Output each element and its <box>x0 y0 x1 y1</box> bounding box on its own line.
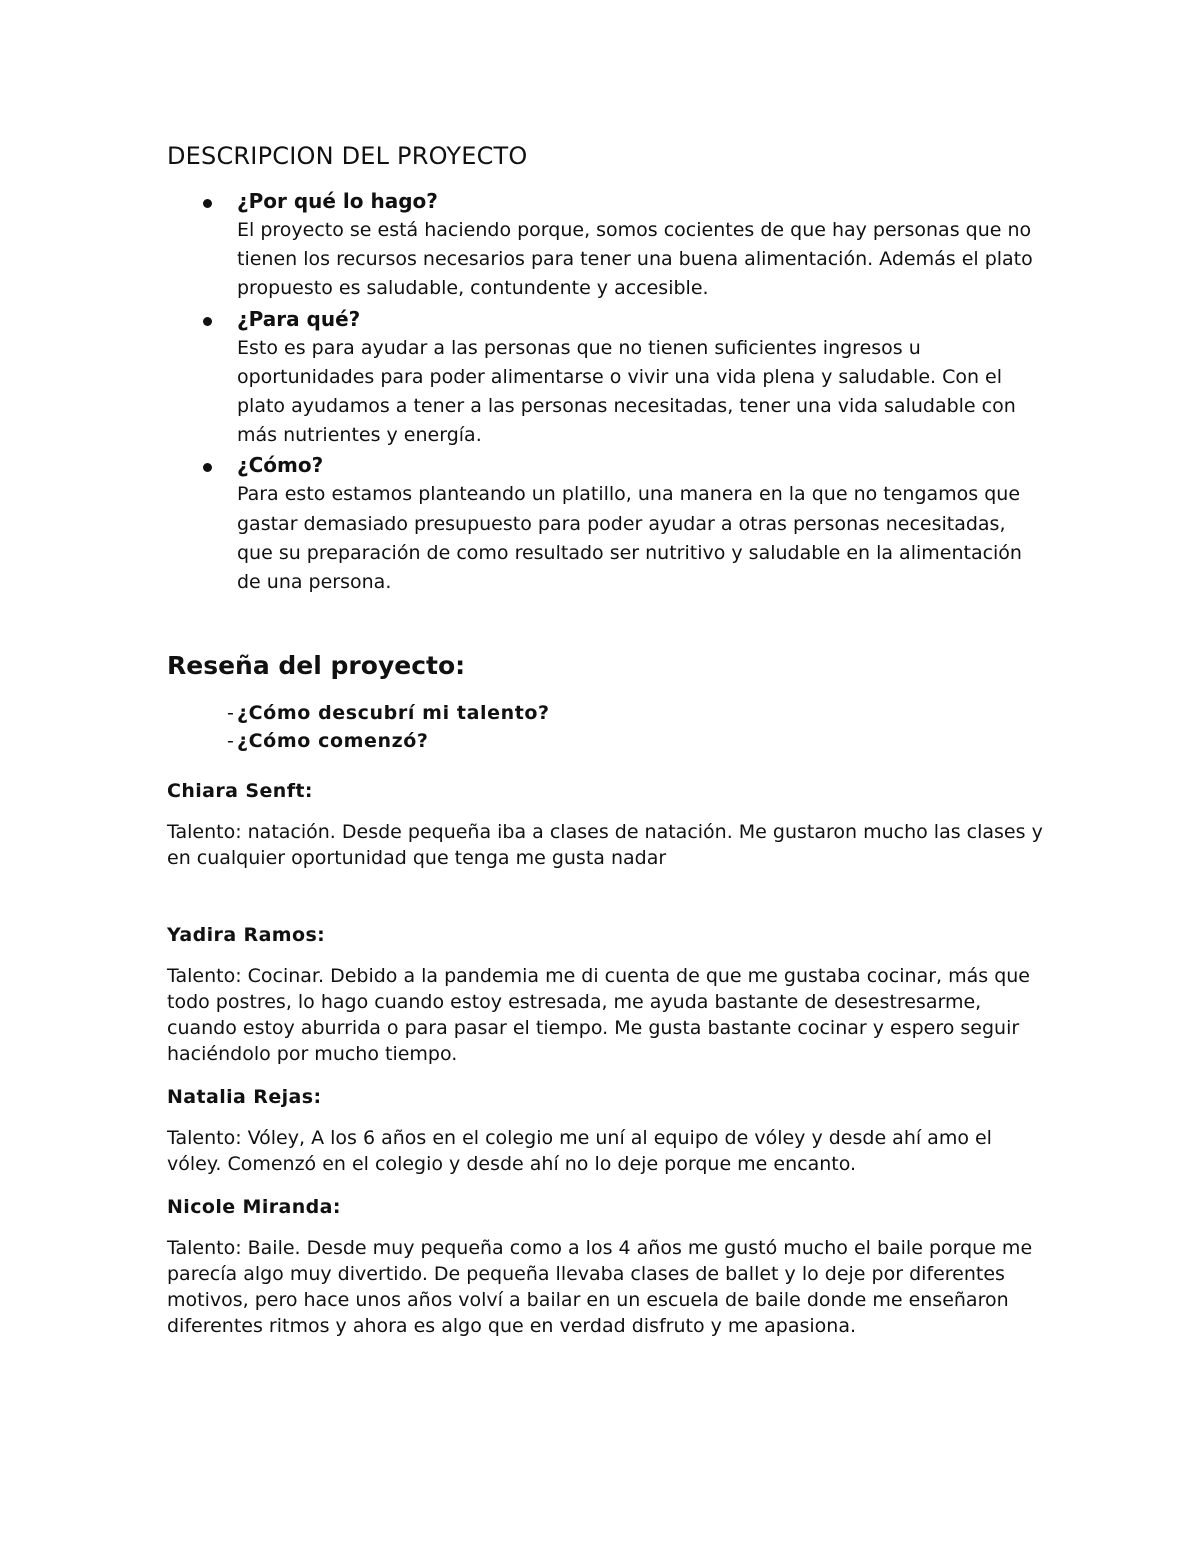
review-questions-list <box>167 699 1047 755</box>
person-talent-text: Talento: natación. Desde pequeña iba a clases de natación. Me gustaron mucho las clases y en cualquier oportunidad que tenga me gusta nadar <box>167 821 1043 870</box>
list-item <box>167 304 1047 451</box>
bullet-icon <box>203 199 212 208</box>
bullet-icon <box>203 463 212 472</box>
spacer <box>167 887 1047 921</box>
review-question: ¿Cómo comenzó? <box>237 730 429 753</box>
bullet-icon <box>203 317 212 326</box>
dash-marker: - <box>227 702 235 725</box>
document-page <box>167 140 1047 1355</box>
person-talent-text: Talento: Vóley, A los 6 años en el colegio me uní al equipo de vóley y desde ahí amo el vóley. Comenzó en el colegio y desde ahí no lo deje porque me encanto. <box>167 1127 992 1176</box>
person-talent-text: Talento: Baile. Desde muy pequeña como a los 4 años me gustó mucho el baile porque me parecía algo muy divertido. De pequeña llevaba clases de ballet y lo deje por diferentes motivos, pero hace unos años volví a bailar en un escuela de baile donde me enseñaron diferentes ritmos y ahora es algo que en verdad disfruto y me apasiona. <box>167 1237 1033 1338</box>
document-title: DESCRIPCION DEL PROYECTO <box>167 142 528 170</box>
question-heading: ¿Para qué? <box>237 306 361 331</box>
person-name: Chiara Senft: <box>167 780 313 803</box>
question-answer: Esto es para ayudar a las personas que no tienen suficientes ingresos u oportunidades para poder alimentarse o vivir una vida plena y saludable. Con el plato ayudamos a tener a las personas necesitadas, tener una vida saludable con más nutrientes y energía. <box>237 336 1016 447</box>
question-heading: ¿Por qué lo hago? <box>237 189 438 213</box>
review-question: ¿Cómo descubrí mi talento? <box>237 702 550 725</box>
question-answer: El proyecto se está haciendo porque, somos cocientes de que hay personas que no tienen los recursos necesarios para tener una buena alimentación. Además el plato propuesto es saludable, contundente y accesible. <box>237 219 1033 300</box>
person-name: Nicole Miranda: <box>167 1196 341 1219</box>
list-item <box>167 186 1047 304</box>
dash-marker: - <box>227 730 235 753</box>
question-answer: Para esto estamos planteando un platillo, una manera en la que no tengamos que gastar demasiado presupuesto para poder ayudar a otras personas necesitadas, que su preparación de como resultado ser nutritivo y saludable en la alimentación de una persona. <box>237 483 1022 594</box>
person-name: Natalia Rejas: <box>167 1086 322 1109</box>
list-item <box>167 727 1047 755</box>
list-item <box>167 450 1047 597</box>
list-item <box>167 699 1047 727</box>
person-name: Yadira Ramos: <box>167 924 326 947</box>
person-talent-text: Talento: Cocinar. Debido a la pandemia me di cuenta de que me gustaba cocinar, más que todo postres, lo hago cuando estoy estresada, me ayuda bastante de desestresarme, cuando estoy aburrida o para pasar el tiempo. Me gusta bastante cocinar y espero seguir haciéndolo por mucho tiempo. <box>167 965 1030 1066</box>
project-questions-list <box>167 186 1047 597</box>
question-heading: ¿Cómo? <box>237 453 324 478</box>
review-section-title: Reseña del proyecto: <box>167 651 466 681</box>
